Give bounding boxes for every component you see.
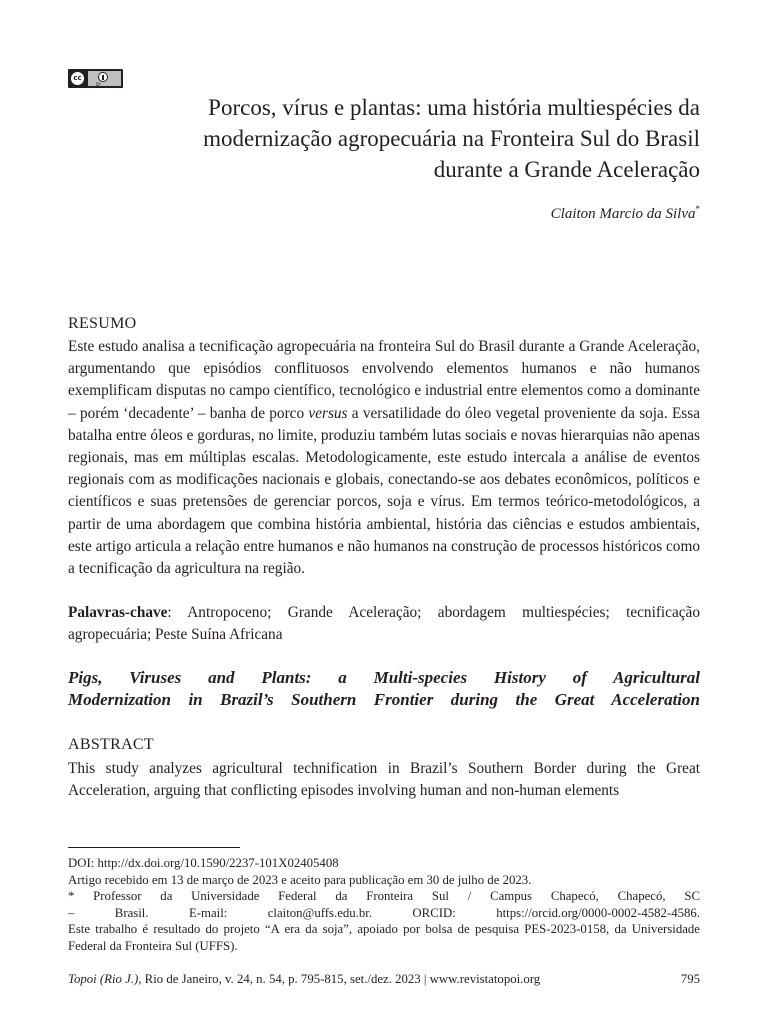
article-title: Porcos, vírus e plantas: uma história multiespécies da modernização agropecuária na Fronteira Sul do Brasil durante a Grande Aceleração	[203, 95, 700, 182]
received-line: Artigo recebido em 13 de março de 2023 e aceito para publicação em 30 de julho de 2023.	[68, 872, 532, 887]
author-footnote-mark[interactable]: *	[695, 204, 700, 214]
resumo-text-italic: versus	[308, 404, 348, 422]
cc-circle-icon: cc	[70, 71, 85, 86]
footer-citation[interactable]: , Rio de Janeiro, v. 24, n. 54, p. 795-815, set./dez. 2023 | www.revistatopoi.org	[138, 972, 541, 986]
keywords	[68, 602, 700, 646]
keywords-label: Palavras-chave	[68, 604, 168, 621]
resumo-heading: RESUMO	[68, 315, 137, 332]
author-line	[551, 204, 700, 223]
abstract-text: This study analyzes agricultural technification in Brazil’s Southern Border during the Great Acceleration, arguing that conflicting episodes involving human and non-human elements	[68, 760, 700, 800]
resumo-text	[68, 336, 700, 580]
funding-line: Este trabalho é resultado do projeto “A era da soja”, apoiado por bolsa de pesquisa PES-2023-0158, da Universidade Federal da Fronteira Sul (UFFS).	[68, 922, 700, 953]
author-name: Claiton Marcio da Silva	[550, 206, 696, 222]
abstract-heading: ABSTRACT	[68, 736, 154, 753]
article-page	[68, 0, 700, 1024]
person-icon	[98, 72, 108, 82]
license-by-label: BY	[96, 82, 101, 87]
resumo-text-part1: Este estudo analisa a tecnificação agropecuária na fronteira Sul do Brasil durante a Grande Aceleração, argumentando que episódios conflituosos envolvendo elementos humanos e não humanos exemplificam disputas no campo científico, tecnológico e industrial entre elementos como a dominante – porém ‘decadente’ – banha de porco	[68, 338, 700, 422]
affiliation-line-1: * Professor da Universidade Federal da Fronteira Sul / Campus Chapecó, Chapecó, SC	[68, 889, 700, 904]
affiliation-line-2[interactable]: – Brasil. E-mail: claiton@uffs.edu.br. ORCID: https://orcid.org/0000-0002-4582-4586.	[68, 905, 700, 920]
footnotes	[68, 855, 700, 955]
resumo-text-part2: a versatilidade do óleo vegetal proveniente da soja. Essa batalha entre óleos e gorduras, no limite, produziu também lutas sociais e novas hierarquias não apenas regionais, mas em múltiplas escalas. Metodologicamente, este estudo intercala a análise de eventos regionais com as modificações nacionais e globais, conectando-se aos debates econômicos, políticos e científicos e suas pretensões de gerenciar porcos, soja e vírus. Em termos teórico-metodológicos, a partir de uma abordagem que combina história ambiental, história das ciências e estudos ambientais, este artigo articula a relação entre humanos e não humanos na construção de processos históricos como a tecnificação da agricultura na região.	[68, 404, 700, 578]
cc-by-icon[interactable]	[68, 69, 123, 88]
keywords-list: : Antropoceno; Grande Aceleração; abordagem multiespécies; tecnificação agropecuária; Peste Suína Africana	[68, 604, 700, 644]
doi-line[interactable]: DOI: http://dx.doi.org/10.1590/2237-101X02405408	[68, 856, 339, 870]
footnote-divider	[68, 847, 240, 848]
english-title: Pigs, Viruses and Plants: a Multi-species History of Agricultural Modernization in Brazil’s Southern Frontier during the Great Acceleration	[68, 668, 700, 709]
page-footer	[68, 971, 700, 987]
page-number: 795	[680, 972, 700, 986]
journal-name: Topoi (Rio J.)	[68, 972, 139, 986]
